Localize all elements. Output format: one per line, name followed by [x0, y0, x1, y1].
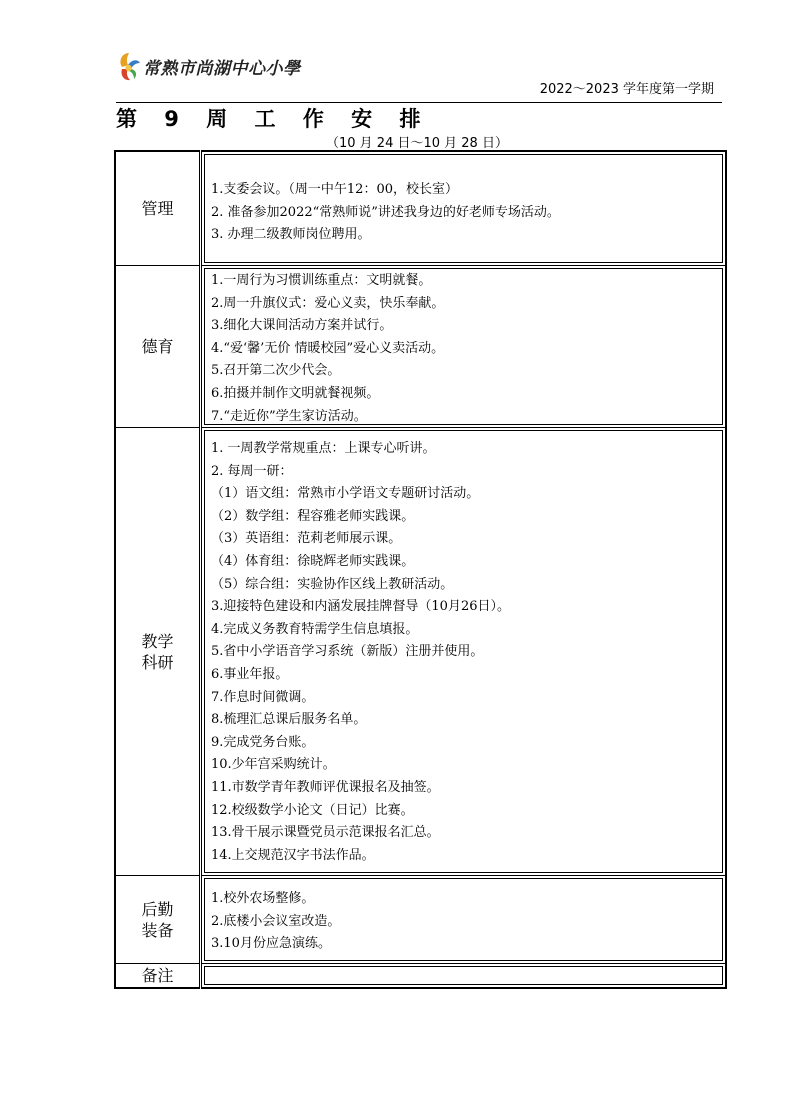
list-item: 1. 一周教学常规重点：上课专心听讲。	[211, 441, 436, 456]
list-item: 14.上交规范汉字书法作品。	[211, 847, 375, 863]
list-item: 8.梳理汇总课后服务名单。	[211, 712, 367, 728]
list-item: （4）体育组：徐晓辉老师实践课。	[211, 553, 415, 569]
list-item: （3）英语组：范莉老师展示课。	[211, 531, 402, 547]
weekly-plan-table	[114, 150, 727, 989]
list-item: 7.作息时间微调。	[211, 689, 315, 705]
section-category: 德育	[115, 266, 201, 428]
section-content	[201, 151, 727, 266]
list-item: 4.“爱‘馨’无价 情暖校园”爱心义卖活动。	[211, 340, 445, 356]
list-item: 2. 准备参加2022“常熟师说”讲述我身边的好老师专场活动。	[211, 204, 560, 220]
list-item: 3.迎接特色建设和内涵发展挂牌督导（10月26日）。	[211, 599, 510, 615]
list-item: （2）数学组：程容雅老师实践课。	[211, 508, 415, 524]
list-item: 6.事业年报。	[211, 666, 289, 682]
list-item: （1）语文组：常熟市小学语文专题研讨活动。	[211, 486, 480, 502]
list-item: 7.“走近你”学生家访活动。	[211, 408, 367, 424]
list-item: 5.省中小学语音学习系统（新版）注册并使用。	[211, 644, 484, 660]
list-item: 5.召开第二次少代会。	[211, 363, 341, 379]
list-item: 3.10月份应急演练。	[211, 936, 331, 952]
section-row-logistics	[115, 876, 726, 964]
list-item: 1.校外农场整修。	[211, 891, 315, 906]
list-item: 10.少年宫采购统计。	[211, 757, 336, 773]
school-logo	[116, 46, 301, 86]
section-content	[201, 876, 727, 964]
section-row-management	[115, 151, 726, 266]
school-name: 常熟市尚湖中心小學	[143, 58, 301, 79]
section-row-remarks	[115, 964, 726, 989]
semester-label: 2022～2023 学年度第一学期	[539, 82, 714, 97]
list-item: 9.完成党务台账。	[211, 734, 315, 750]
list-item: （5）综合组：实验协作区线上教研活动。	[211, 576, 454, 592]
list-item: 6.拍摄并制作文明就餐视频。	[211, 385, 380, 401]
list-item: 4.完成义务教育特需学生信息填报。	[211, 621, 419, 637]
section-row-moral-education	[115, 266, 726, 428]
list-item: 2.底楼小会议室改造。	[211, 913, 341, 929]
section-content	[201, 428, 727, 876]
date-range: （10 月 24 日～10 月 28 日）	[326, 136, 508, 151]
list-item: 3.细化大课间活动方案并试行。	[211, 318, 393, 334]
list-item: 2. 每周一研：	[211, 463, 293, 479]
list-item: 1.支委会议。（周一中午12：00，校长室）	[211, 182, 458, 197]
list-item: 13.骨干展示课暨党员示范课报名汇总。	[211, 825, 440, 841]
page-title: 第 9 周 工 作 安 排	[116, 107, 431, 131]
section-content	[201, 266, 727, 428]
section-row-teaching-research	[115, 428, 726, 876]
remarks-content	[201, 964, 727, 989]
school-emblem-icon	[116, 47, 142, 85]
section-category: 教学 科研	[115, 428, 201, 876]
list-item: 1.一周行为习惯训练重点：文明就餐。	[211, 273, 432, 288]
list-item: 2.周一升旗仪式：爱心义卖，快乐奉献。	[211, 295, 445, 311]
list-item: 11.市数学青年教师评优课报名及抽签。	[211, 779, 440, 795]
list-item: 12.校级数学小论文（日记）比赛。	[211, 802, 414, 818]
section-category: 后勤 装备	[115, 876, 201, 964]
section-category: 管理	[115, 151, 201, 266]
list-item: 3. 办理二级教师岗位聘用。	[211, 227, 371, 243]
remarks-label: 备注	[115, 964, 201, 989]
